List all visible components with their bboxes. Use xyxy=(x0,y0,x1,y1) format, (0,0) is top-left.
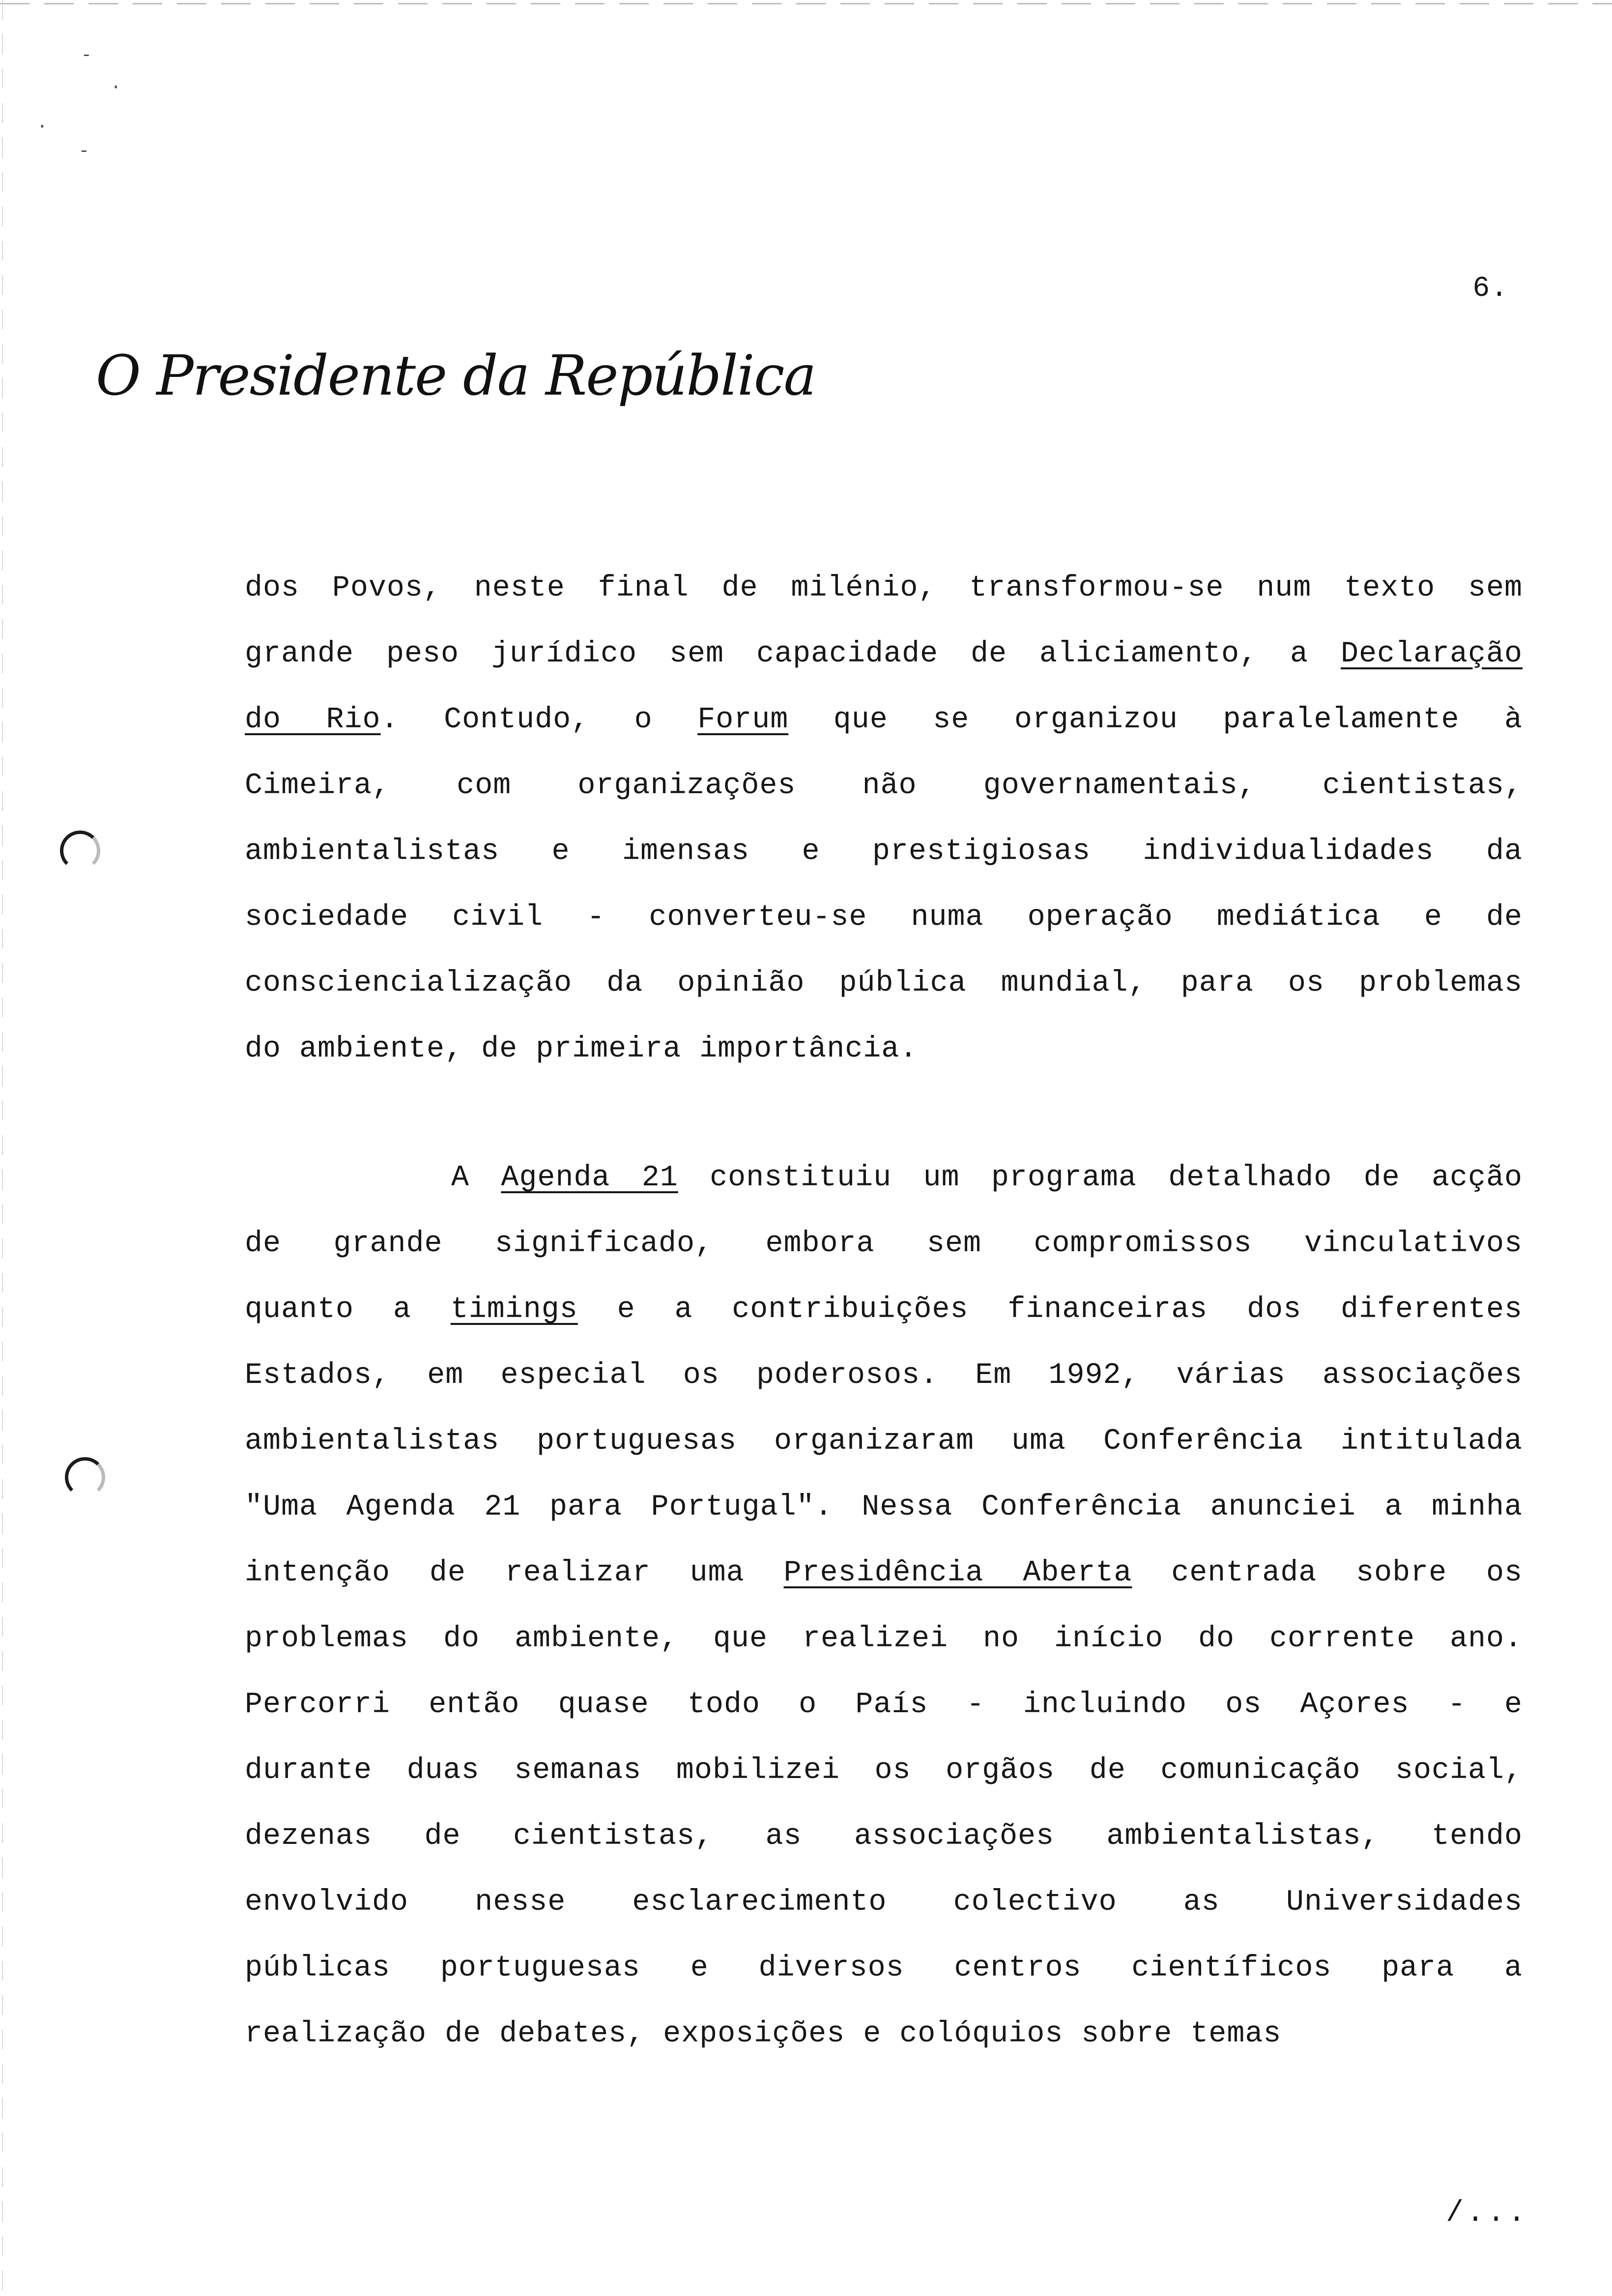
text-segment: "Uma Agenda 21 para Portugal". Nessa Conferência anunciei a minha xyxy=(245,1491,1523,1524)
text-line xyxy=(245,753,1523,819)
scan-speck: · xyxy=(111,77,121,97)
paragraph xyxy=(245,1145,1523,2067)
text-line xyxy=(245,1343,1523,1408)
text-segment: Estados, em especial os poderosos. Em 1992, várias associações xyxy=(245,1359,1523,1392)
text-line xyxy=(245,1474,1523,1540)
text-segment: dos Povos, neste final de milénio, transformou-se num texto sem xyxy=(245,572,1523,605)
text-segment: e a contribuições financeiras dos diferentes xyxy=(577,1293,1523,1326)
punch-hole-icon xyxy=(60,831,100,871)
text-line xyxy=(245,1408,1523,1474)
text-line xyxy=(245,1211,1523,1277)
letterhead-logo: O Presidente da República xyxy=(96,344,816,408)
text-segment: problemas do ambiente, que realizei no início do corrente ano. xyxy=(245,1622,1523,1656)
text-segment: centrada sobre os xyxy=(1132,1556,1523,1590)
text-segment: de grande significado, embora sem compromissos vinculativos xyxy=(245,1227,1523,1261)
text-segment: públicas portuguesas e diversos centros científicos para a xyxy=(245,1952,1523,1985)
text-line xyxy=(245,1606,1523,1672)
text-segment: realização de debates, exposições e colóquios sobre temas xyxy=(245,2017,1282,2051)
scan-speck: - xyxy=(79,141,89,161)
text-line xyxy=(245,1738,1523,1804)
text-segment: envolvido nesse esclarecimento colectivo as Universidades xyxy=(245,1886,1523,1919)
text-segment: sociedade civil - converteu-se numa operação mediática e de xyxy=(245,901,1523,934)
text-segment: A xyxy=(451,1161,501,1195)
text-segment: intenção de realizar uma xyxy=(245,1556,784,1590)
scan-speck: · xyxy=(37,116,48,137)
underlined-term: Presidência Aberta xyxy=(783,1556,1132,1590)
scan-left-edge xyxy=(2,0,3,2296)
text-segment: . Contudo, o xyxy=(380,703,698,737)
text-line xyxy=(245,687,1523,753)
text-line xyxy=(245,1145,1523,1211)
text-segment: do ambiente, de primeira importância. xyxy=(245,1033,918,1066)
text-line xyxy=(245,1016,1523,1082)
text-segment: constituiu um programa detalhado de acção xyxy=(678,1161,1523,1195)
text-line xyxy=(245,885,1523,950)
text-line xyxy=(245,621,1523,687)
text-line xyxy=(245,950,1523,1016)
text-segment: que se organizou paralelamente à xyxy=(788,703,1523,737)
text-line xyxy=(245,1277,1523,1343)
text-line xyxy=(245,1672,1523,1738)
text-line xyxy=(245,819,1523,885)
continuation-mark: /... xyxy=(1445,2197,1528,2230)
text-line xyxy=(245,555,1523,621)
text-line xyxy=(245,1540,1523,1606)
text-line xyxy=(245,1935,1523,2001)
text-line xyxy=(245,2001,1523,2067)
text-segment: grande peso jurídico sem capacidade de aliciamento, a xyxy=(245,637,1341,671)
text-segment: ambientalistas portuguesas organizaram uma Conferência intitulada xyxy=(245,1425,1523,1458)
underlined-term: timings xyxy=(450,1293,578,1326)
punch-hole-icon xyxy=(65,1457,105,1497)
text-line xyxy=(245,1869,1523,1935)
underlined-term: Agenda 21 xyxy=(501,1161,678,1195)
underlined-term: do Rio xyxy=(245,703,381,737)
text-segment: Percorri então quase todo o País - incluindo os Açores - e xyxy=(245,1688,1523,1722)
page-number: 6. xyxy=(1472,273,1509,305)
underlined-term: Forum xyxy=(697,703,789,737)
text-segment: ambientalistas e imensas e prestigiosas individualidades da xyxy=(245,835,1523,868)
text-segment: dezenas de cientistas, as associações ambientalistas, tendo xyxy=(245,1820,1523,1853)
text-line xyxy=(245,1804,1523,1869)
text-segment: quanto a xyxy=(245,1293,451,1326)
text-segment: durante duas semanas mobilizei os orgãos de comunicação social, xyxy=(245,1754,1523,1787)
paragraph xyxy=(245,555,1523,1082)
scan-speck: - xyxy=(81,45,92,65)
text-segment: Cimeira, com organizações não governamentais, cientistas, xyxy=(245,769,1523,803)
underlined-term: Declaração xyxy=(1340,637,1523,671)
text-segment: consciencialização da opinião pública mundial, para os problemas xyxy=(245,967,1523,1000)
scan-top-edge xyxy=(0,3,1612,4)
